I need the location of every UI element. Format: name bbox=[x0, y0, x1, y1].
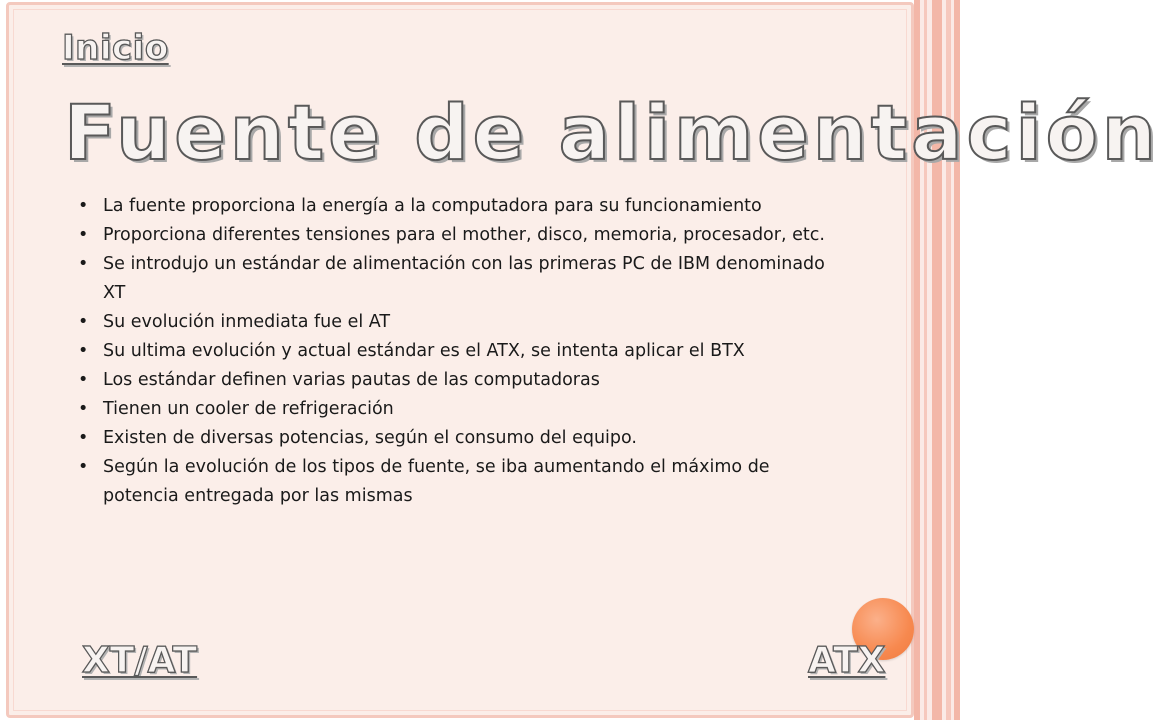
list-item: • Su ultima evolución y actual estándar es el ATX, se intenta aplicar el BTX bbox=[78, 337, 848, 366]
list-item: • Según la evolución de los tipos de fuente, se iba aumentando el máximo de potencia entregada por las mismas bbox=[78, 453, 848, 511]
atx-link[interactable]: ATX bbox=[808, 640, 886, 681]
list-item: • La fuente proporciona la energía a la computadora para su funcionamiento bbox=[78, 192, 848, 221]
slide-title: Fuente de alimentación bbox=[64, 88, 1160, 177]
list-item: • Los estándar definen varias pautas de las computadoras bbox=[78, 366, 848, 395]
bullet-list bbox=[78, 192, 848, 511]
inicio-link[interactable]: Inicio bbox=[62, 28, 169, 68]
xt-at-link[interactable]: XT/AT bbox=[82, 640, 198, 681]
list-item: • Se introdujo un estándar de alimentación con las primeras PC de IBM denominado XT bbox=[78, 250, 848, 308]
list-item: • Proporciona diferentes tensiones para el mother, disco, memoria, procesador, etc. bbox=[78, 221, 848, 250]
list-item: • Existen de diversas potencias, según el consumo del equipo. bbox=[78, 424, 848, 453]
list-item: • Tienen un cooler de refrigeración bbox=[78, 395, 848, 424]
list-item: • Su evolución inmediata fue el AT bbox=[78, 308, 848, 337]
